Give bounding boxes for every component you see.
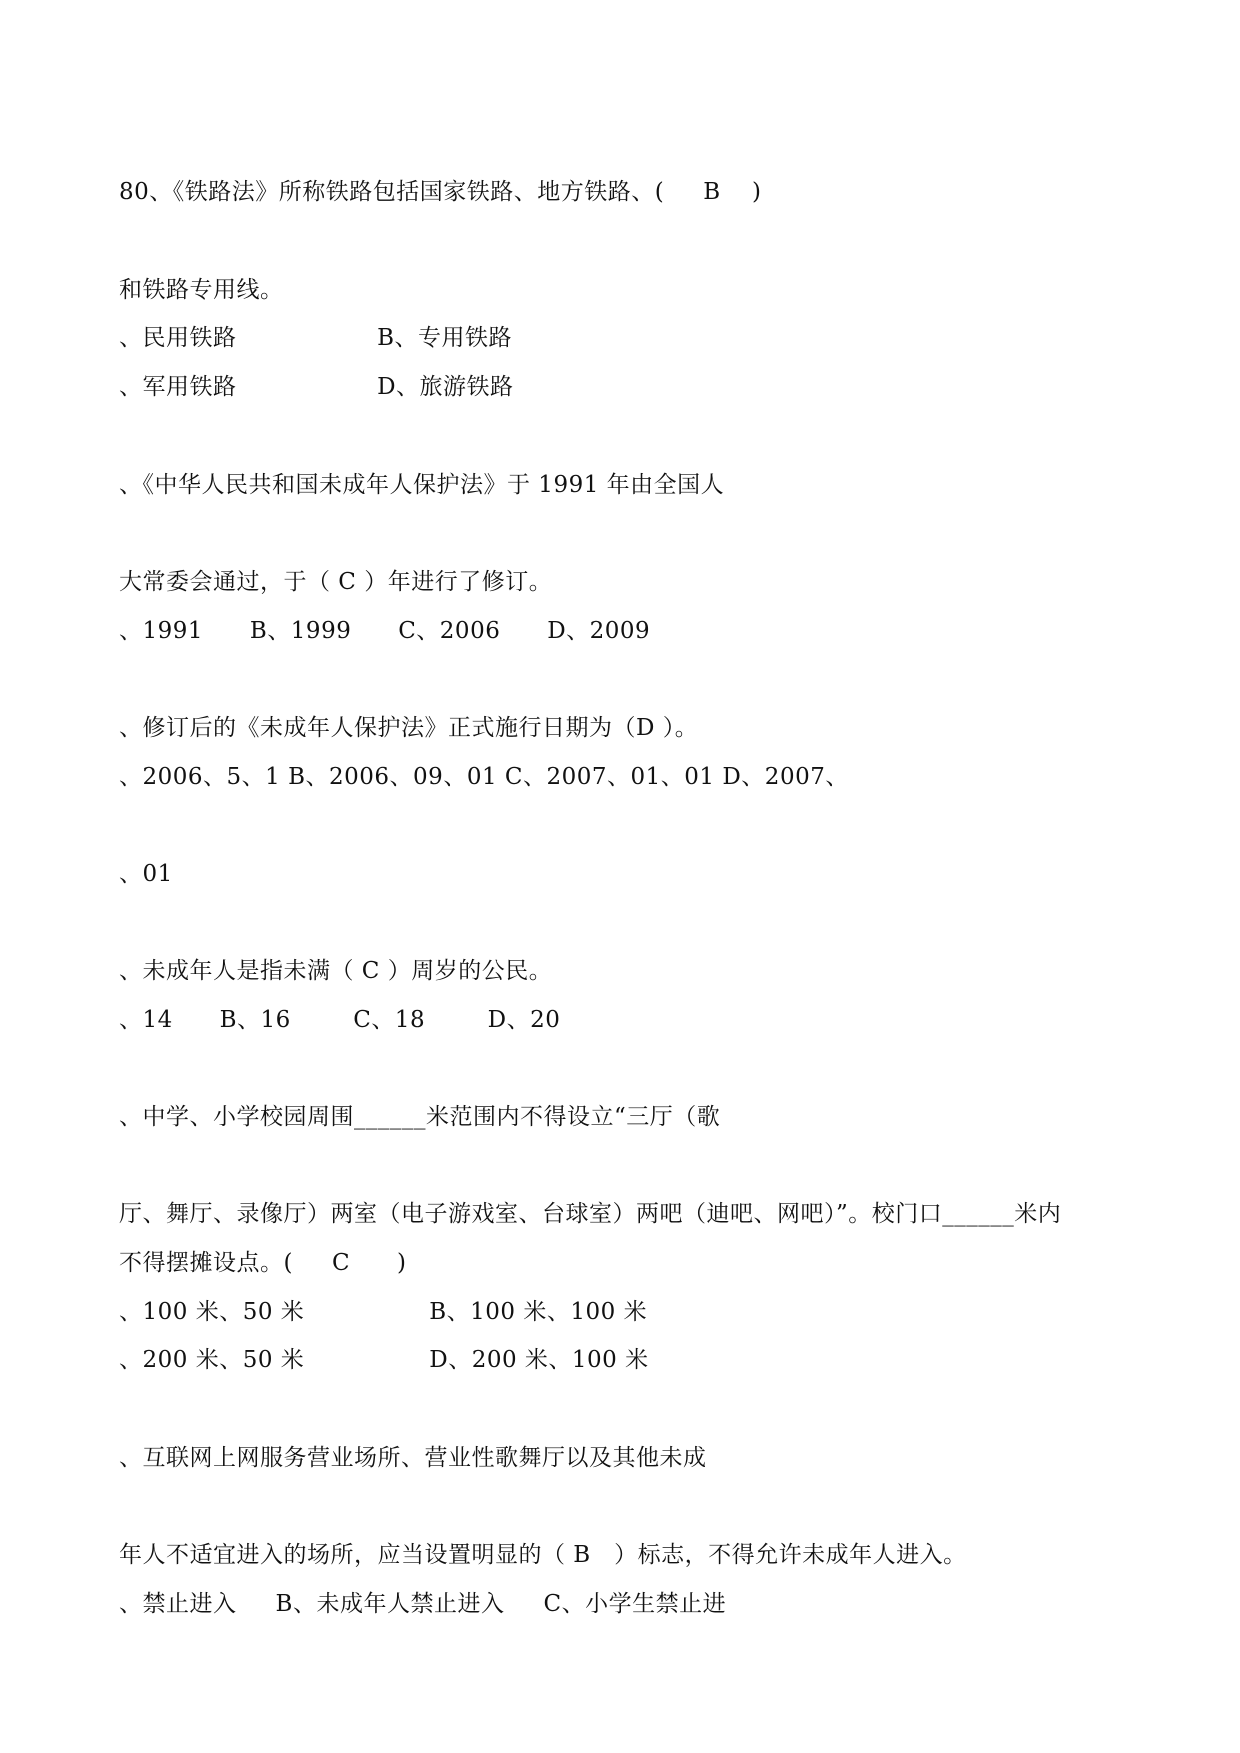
q85-stem-line-2: 年人不适宜进入的场所，应当设置明显的（ B ）标志，不得允许未成年人进入。 [119,1542,967,1568]
q84-stem-line-2: 厅、舞厅、录像厅）两室（电子游戏室、台球室）两吧（迪吧、网吧）”。校门口______米内 [119,1201,1062,1227]
q84-options-cd: 、200 米、50 米 D、200 米、100 米 [119,1347,649,1373]
q82-stem: 、修订后的《未成年人保护法》正式施行日期为（D ）。 [119,715,699,741]
q80-options-cd: 、军用铁路 D、旅游铁路 [119,374,514,400]
q80-stem-line-1: 80、《铁路法》所称铁路包括国家铁路、地方铁路、( B ) [119,179,762,205]
q85-stem-line-1: 、互联网上网服务营业场所、营业性歌舞厅以及其他未成 [119,1445,707,1471]
q81-options: 、1991 B、1999 C、2006 D、2009 [119,618,651,644]
q81-stem-line-1: 、《中华人民共和国未成年人保护法》于 1991 年由全国人 [119,472,725,498]
q83-options: 、14 B、16 C、18 D、20 [119,1007,561,1033]
q80-options-ab: 、民用铁路 B、专用铁路 [119,325,513,351]
q82-options-line-2: 、01 [119,861,173,887]
q85-options: 、禁止进入 B、未成年人禁止进入 C、小学生禁止进 [119,1591,727,1617]
q83-stem: 、未成年人是指未满（ C ）周岁的公民。 [119,958,553,984]
q84-options-ab: 、100 米、50 米 B、100 米、100 米 [119,1299,648,1325]
q80-stem-line-2: 和铁路专用线。 [119,277,284,303]
q84-stem-line-3: 不得摆摊设点。( C ) [119,1250,407,1276]
q84-stem-line-1: 、中学、小学校园周围______米范围内不得设立“三厅（歌 [119,1104,721,1130]
q82-options-line-1: 、2006、5、1 B、2006、09、01 C、2007、01、01 D、2007、 [119,764,849,790]
q81-stem-line-2: 大常委会通过，于（ C ）年进行了修订。 [119,569,553,595]
